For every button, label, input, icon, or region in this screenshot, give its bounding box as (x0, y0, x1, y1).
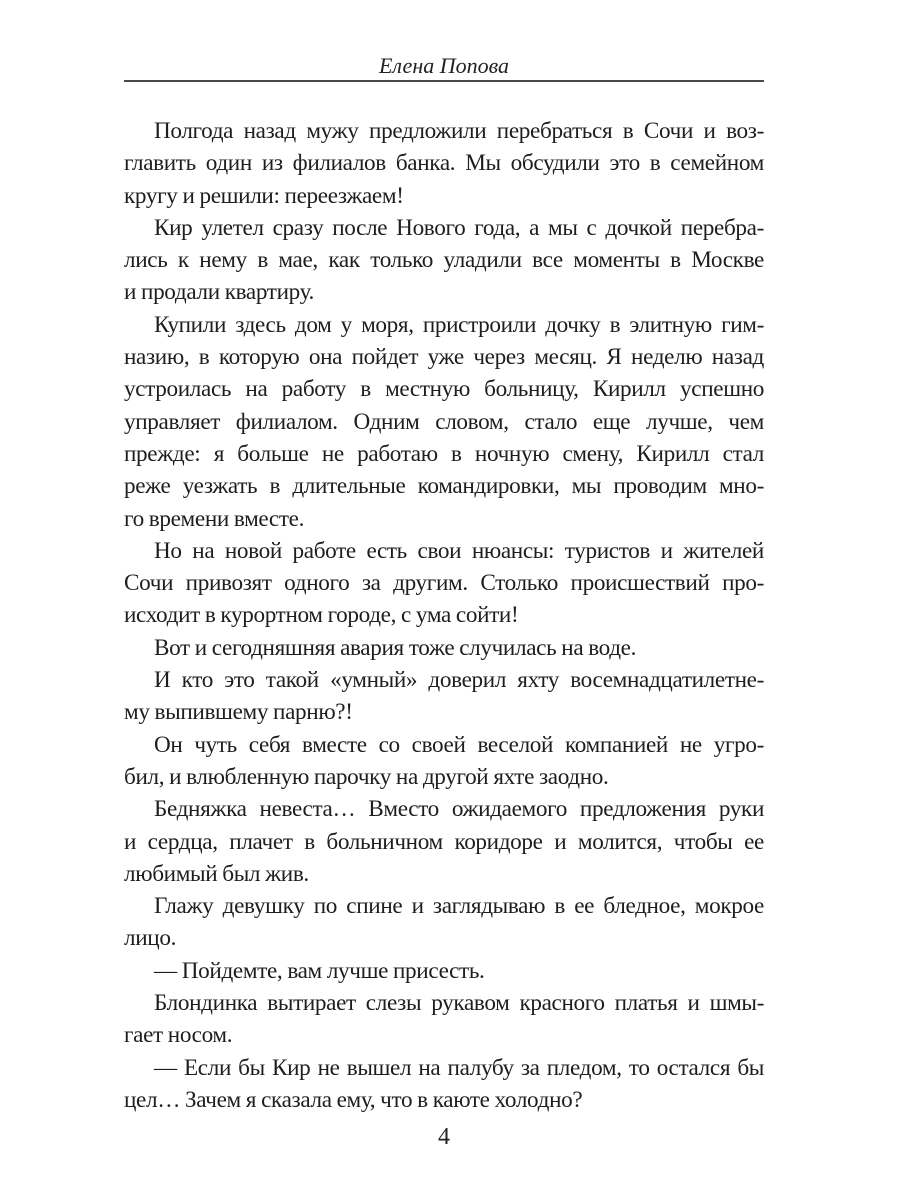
paragraph (124, 987, 764, 1052)
header-rule-divider (124, 80, 764, 82)
text-line: главить один из филиалов банка. Мы обсудили это в семейном (124, 150, 764, 177)
text-line: лицо. (124, 925, 177, 952)
text-line: Сочи привозят одного за другим. Столько происшествий про- (124, 570, 764, 597)
text-line: Кир улетел сразу после Нового года, а мы с дочкой перебра- (154, 214, 764, 241)
text-line: Он чуть себя вместе со своей веселой компанией не угро- (154, 731, 764, 758)
dialogue-paragraph (124, 1052, 764, 1117)
text-line: цел… Зачем я сказала ему, что в каюте холодно? (124, 1086, 583, 1113)
text-line: Блондинка вытирает слезы рукавом красного платья и шмы- (154, 990, 764, 1017)
text-line: Но на новой работе есть свои нюансы: туристов и жителей (154, 537, 764, 564)
dialogue-paragraph (124, 955, 764, 987)
text-line: гает носом. (124, 1022, 233, 1049)
paragraph (124, 309, 764, 535)
text-line: прежде: я больше не работаю в ночную смену, Кирилл стал (124, 440, 764, 467)
text-line: исходит в курортном городе, с ума сойти! (124, 602, 519, 629)
page-number: 4 (438, 1124, 450, 1150)
text-line: кругу и решили: переезжаем! (124, 182, 404, 209)
text-line: го времени вместе. (124, 505, 305, 532)
text-line: управляет филиалом. Одним словом, стало еще лучше, чем (124, 408, 764, 435)
paragraph (124, 793, 764, 890)
text-line: любимый был жив. (124, 860, 309, 887)
text-line: — Если бы Кир не вышел на палубу за пледом, то остался бы (154, 1054, 764, 1081)
paragraph (124, 890, 764, 955)
paragraph (124, 212, 764, 309)
text-line: И кто это такой «умный» доверил яхту восемнадцатилетне- (154, 667, 764, 694)
text-line: Бедняжка невеста… Вместо ожидаемого предложения руки (154, 796, 764, 823)
text-line: Полгода назад мужу предложили перебраться в Сочи и воз- (154, 118, 764, 144)
text-line: Глажу девушку по спине и заглядываю в ее бледное, мокрое (154, 893, 764, 920)
text-line: устроилась на работу в местную больницу, Кирилл успешно (124, 376, 764, 403)
text-line: Вот и сегодняшняя авария тоже случилась на воде. (154, 634, 637, 661)
text-line: и продали квартиру. (124, 279, 314, 306)
paragraph (124, 115, 764, 212)
text-line: бил, и влюбленную парочку на другой яхте заодно. (124, 763, 609, 790)
text-line: Купили здесь дом у моря, пристроили дочку в элитную гим- (154, 311, 764, 338)
book-page (124, 0, 764, 1200)
text-line: назию, в которую она пойдет уже через месяц. Я неделю назад (124, 344, 764, 371)
paragraph (124, 535, 764, 632)
text-line: реже уезжать в длительные командировки, мы проводим мно- (124, 473, 764, 500)
text-line: лись к нему в мае, как только уладили все моменты в Москве (124, 247, 764, 274)
paragraph (124, 632, 764, 664)
paragraph (124, 729, 764, 794)
body-text (124, 115, 764, 1116)
text-line: — Пойдемте, вам лучше присесть. (154, 957, 485, 984)
paragraph (124, 664, 764, 729)
running-head-author: Елена Попова (378, 53, 510, 78)
text-line: и сердца, плачет в больничном коридоре и молится, чтобы ее (124, 828, 764, 855)
text-line: му выпившему парню?! (124, 699, 353, 726)
